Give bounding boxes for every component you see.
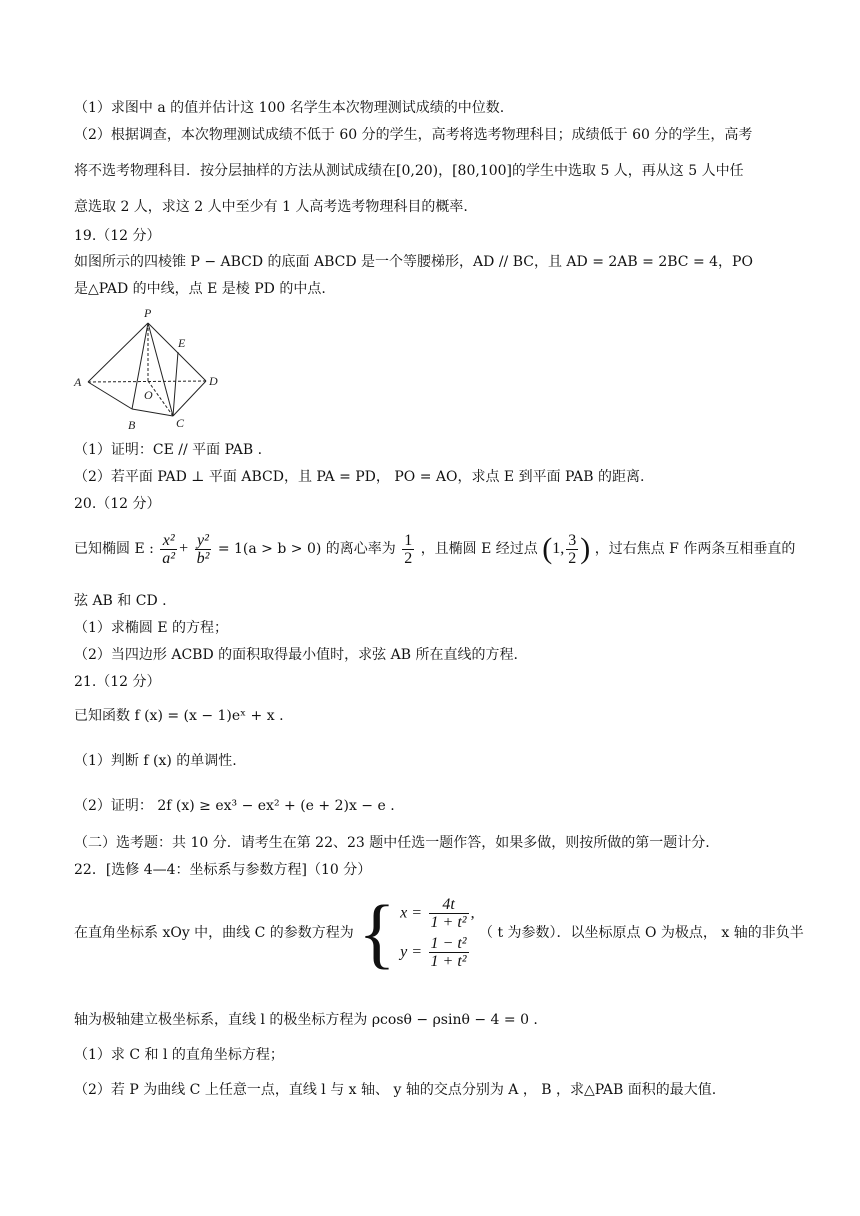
q18-part2-line3: 意选取 2 人，求这 2 人中至少有 1 人高考选考物理科目的概率. <box>74 199 468 215</box>
label-C: C <box>176 416 185 430</box>
q22-part2: （2）若 P 为曲线 C 上任意一点，直线 l 与 x 轴、 y 轴的交点分别为 A ， B ，求△PAB 面积的最大值. <box>74 1082 717 1098</box>
q22-part1: （1）求 C 和 l 的直角坐标方程； <box>74 1047 284 1063</box>
q21-part2: （2）证明： 2f (x) ≥ ex³ − ex² + (e + 2)x − e . <box>74 798 395 814</box>
q20-stem-line2: 弦 AB 和 CD . <box>74 593 167 609</box>
point-x: 1, <box>552 540 565 557</box>
q19-part1: （1）证明：CE // 平面 PAB . <box>74 442 263 458</box>
system-brace: { <box>358 889 396 976</box>
q22-stem-line2: 轴为极轴建立极坐标系，直线 l 的极坐标方程为 ρcosθ − ρsinθ − 4 = 0 . <box>74 1012 538 1028</box>
q20-part1: （1）求椭圆 E 的方程； <box>74 620 229 636</box>
label-P: P <box>144 306 152 320</box>
q18-part2-line2: 将不选考物理科目．按分层抽样的方法从测试成绩在[0,20)，[80,100]的学生中选取 5 人，再从这 5 人中任 <box>74 163 744 179</box>
q20-stem-a: 已知椭圆 E : <box>74 541 154 557</box>
q19-part2: （2）若平面 PAD ⊥ 平面 ABCD，且 PA = PD， PO = AO，求点 E 到平面 PAB 的距离. <box>74 469 645 485</box>
q20-stem-line1: 已知椭圆 E : $\frac{\text{x²}}{\text{a²}}$ + $\frac{\text{y²}}{\text{b²}}$ = 1(a > b > 0) 的离心率为 $\frac{1}{2}$ ，且椭圆 E 经过点 (1, $\frac{3}{2}$ ) ，过右焦点 F 作两条互相垂直的 <box>74 531 796 567</box>
q20-part2: （2）当四边形 ACBD 的面积取得最小值时，求弦 AB 所在直线的方程. <box>74 647 518 663</box>
q19-stem-line1: 如图所示的四棱锥 P − ABCD 的底面 ABCD 是一个等腰梯形，AD // BC，且 AD = 2AB = 2BC = 4，PO <box>74 254 753 270</box>
label-E: E <box>178 336 186 350</box>
pyramid-figure <box>70 305 230 433</box>
param-equations: x = $\frac{4t}{\text{1 + t²}}$ , y = $\frac{\text{1 − t²}}{\text{1 + t²}}$ <box>400 896 475 970</box>
q20-stem-c: ，且椭圆 E 经过点 <box>420 541 538 557</box>
q21-part1: （1）判断 f (x) 的单调性. <box>74 753 237 769</box>
frac-point-y: $\frac{3}{2}$ <box>568 531 577 567</box>
label-B: B <box>128 418 136 432</box>
q22-stem-b: （ t 为参数）．以坐标原点 O 为极点， x 轴的非负半 <box>479 925 804 941</box>
q18-part1: （1）求图中 a 的值并估计这 100 名学生本次物理测试成绩的中位数. <box>74 100 505 116</box>
frac-eccentricity: $\frac{1}{2}$ <box>404 531 413 567</box>
q22-stem-line1 <box>74 888 804 984</box>
q20-stem-b: = 1(a > b > 0) 的离心率为 <box>217 541 396 557</box>
label-D: D <box>209 374 218 388</box>
label-A: A <box>74 375 82 389</box>
label-O: O <box>144 388 153 402</box>
frac-x-over-a: $\frac{\text{x²}}{\text{a²}}$ <box>162 531 176 567</box>
frac-y-over-b: $\frac{\text{y²}}{\text{b²}}$ <box>196 531 210 567</box>
q20-header: 20.（12 分） <box>74 496 161 512</box>
q19-header: 19.（12 分） <box>74 228 161 244</box>
q18-part2-line1: （2）根据调查，本次物理测试成绩不低于 60 分的学生，高考将选考物理科目；成绩低于 60 分的学生，高考 <box>74 127 753 143</box>
section2-note: （二）选考题：共 10 分．请考生在第 22、23 题中任选一题作答，如果多做，则按所做的第一题计分. <box>74 835 710 851</box>
q20-stem-d: ，过右焦点 F 作两条互相垂直的 <box>594 541 796 557</box>
q21-stem: 已知函数 f (x) = (x − 1)eˣ + x . <box>74 708 284 724</box>
q19-stem-line2: 是△PAD 的中线，点 E 是棱 PD 的中点. <box>74 281 326 297</box>
q22-stem-a: 在直角坐标系 xOy 中，曲线 C 的参数方程为 <box>74 925 354 941</box>
q21-header: 21.（12 分） <box>74 674 161 690</box>
q22-header: 22．[选修 4—4：坐标系与参数方程]（10 分） <box>74 862 372 878</box>
